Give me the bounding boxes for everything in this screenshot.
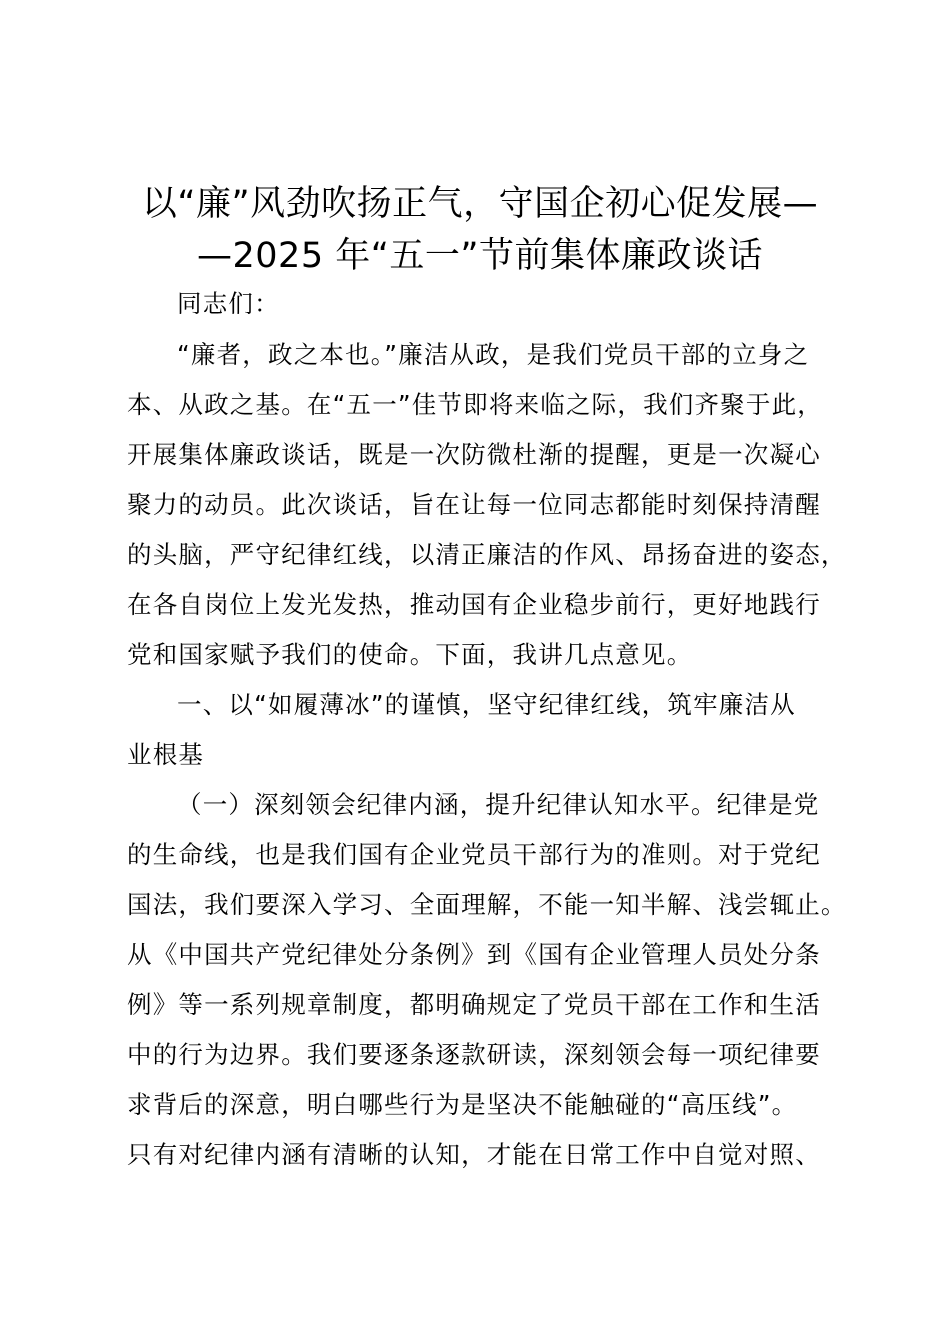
salutation: 同志们： [177, 289, 280, 318]
paragraph-line: 开展集体廉政谈话，既是一次防微杜渐的提醒，更是一次凝心 [127, 440, 821, 469]
document-title-line-1: 以“廉”风劲吹扬正气，守国企初心促发展— [141, 184, 819, 224]
paragraph-line: 的生命线，也是我们国有企业党员干部行为的准则。对于党纪 [127, 840, 821, 869]
paragraph-line: “廉者，政之本也。”廉洁从政，是我们党员干部的立身之 [177, 340, 810, 369]
paragraph-line: 聚力的动员。此次谈话，旨在让每一位同志都能时刻保持清醒 [127, 490, 821, 519]
paragraph-line: 党和国家赋予我们的使命。下面，我讲几点意见。 [127, 640, 693, 669]
section-heading-line: 业根基 [127, 740, 205, 769]
paragraph-line: 的头脑，严守纪律红线，以清正廉洁的作风、昂扬奋进的姿态， [127, 540, 847, 569]
paragraph-line: 国法，我们要深入学习、全面理解，不能一知半解、浅尝辄止。 [127, 890, 847, 919]
paragraph-line: 从《中国共产党纪律处分条例》到《国有企业管理人员处分条 [127, 940, 821, 969]
paragraph-line: （一）深刻领会纪律内涵，提升纪律认知水平。纪律是党 [177, 790, 820, 819]
document-title-line-2: —2025 年“五一”节前集体廉政谈话 [197, 236, 763, 276]
paragraph-line: 只有对纪律内涵有清晰的认知，才能在日常工作中自觉对照、 [127, 1140, 821, 1169]
paragraph-line: 本、从政之基。在“五一”佳节即将来临之际，我们齐聚于此， [127, 390, 823, 419]
paragraph-line: 例》等一系列规章制度，都明确规定了党员干部在工作和生活 [127, 990, 821, 1019]
paragraph-line: 在各自岗位上发光发热，推动国有企业稳步前行，更好地践行 [127, 590, 821, 619]
paragraph-line: 中的行为边界。我们要逐条逐款研读，深刻领会每一项纪律要 [127, 1040, 821, 1069]
paragraph-line: 求背后的深意，明白哪些行为是坚决不能触碰的“高压线”。 [127, 1090, 798, 1119]
section-heading-line: 一、以“如履薄冰”的谨慎，坚守纪律红线，筑牢廉洁从 [177, 690, 796, 719]
